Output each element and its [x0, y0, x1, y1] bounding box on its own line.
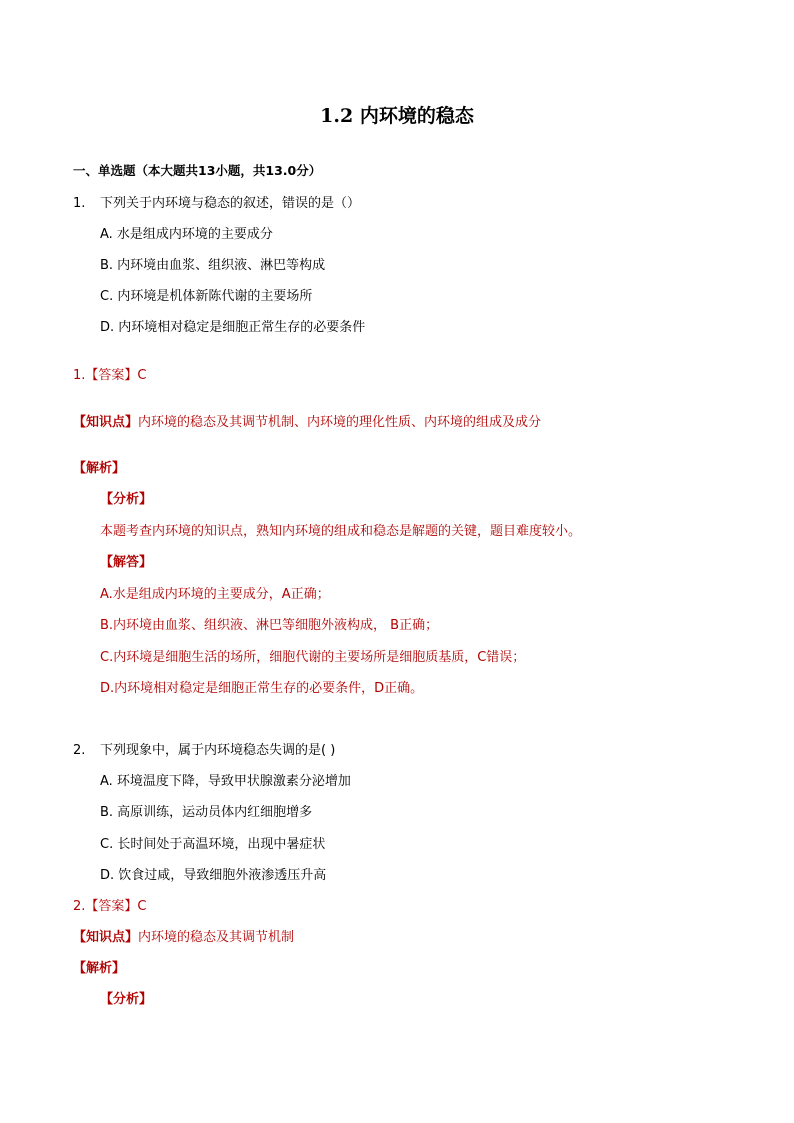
jieda-line-d: D.内环境相对稳定是细胞正常生存的必要条件，D正确。 [100, 681, 424, 696]
knowledge-point [73, 412, 541, 434]
option-d: D. 内环境相对稳定是细胞正常生存的必要条件 [100, 320, 366, 335]
answer-label: 2.【答案】C [73, 899, 147, 914]
fenxi-tag: 【分析】 [100, 492, 153, 507]
knowledge-text: 内环境的稳态及其调节机制、内环境的理化性质、内环境的组成及成分 [138, 415, 542, 430]
fenxi-text: 本题考查内环境的知识点，熟知内环境的组成和稳态是解题的关键，题目难度较小。 [100, 524, 582, 539]
knowledge-tag: 【知识点】 [73, 930, 139, 945]
option-a: A. 水是组成内环境的主要成分 [100, 227, 273, 242]
fenxi-tag: 【分析】 [100, 992, 153, 1007]
question-number: 2. [73, 743, 86, 758]
page-title: 1.2 内环境的稳态 [320, 105, 474, 127]
question-number: 1. [73, 196, 86, 211]
knowledge-point [73, 927, 294, 949]
knowledge-text: 内环境的稳态及其调节机制 [138, 930, 295, 945]
analysis-tag: 【解析】 [73, 961, 126, 976]
option-b: B. 内环境由血浆、组织液、淋巴等构成 [100, 258, 326, 273]
section-heading: 一、单选题（本大题共13小题，共13.0分） [73, 163, 322, 178]
option-c: C. 长时间处于高温环境，出现中暑症状 [100, 837, 326, 852]
jieda-tag: 【解答】 [100, 555, 153, 570]
knowledge-tag: 【知识点】 [73, 415, 139, 430]
answer-label: 1.【答案】C [73, 368, 147, 383]
analysis-tag: 【解析】 [73, 461, 126, 476]
option-d: D. 饮食过咸，导致细胞外液渗透压升高 [100, 868, 327, 883]
option-c: C. 内环境是机体新陈代谢的主要场所 [100, 289, 313, 304]
jieda-line-c: C.内环境是细胞生活的场所，细胞代谢的主要场所是细胞质基质，C错误； [100, 650, 526, 665]
jieda-line-b: B.内环境由血浆、组织液、淋巴等细胞外液构成， B正确； [100, 618, 439, 633]
option-b: B. 高原训练，运动员体内红细胞增多 [100, 805, 313, 820]
option-a: A. 环境温度下降，导致甲状腺激素分泌增加 [100, 774, 351, 789]
question-stem: 下列关于内环境与稳态的叙述，错误的是（） [100, 196, 361, 211]
jieda-line-a: A.水是组成内环境的主要成分，A正确； [100, 587, 330, 602]
question-stem: 下列现象中，属于内环境稳态失调的是( ) [100, 743, 336, 758]
